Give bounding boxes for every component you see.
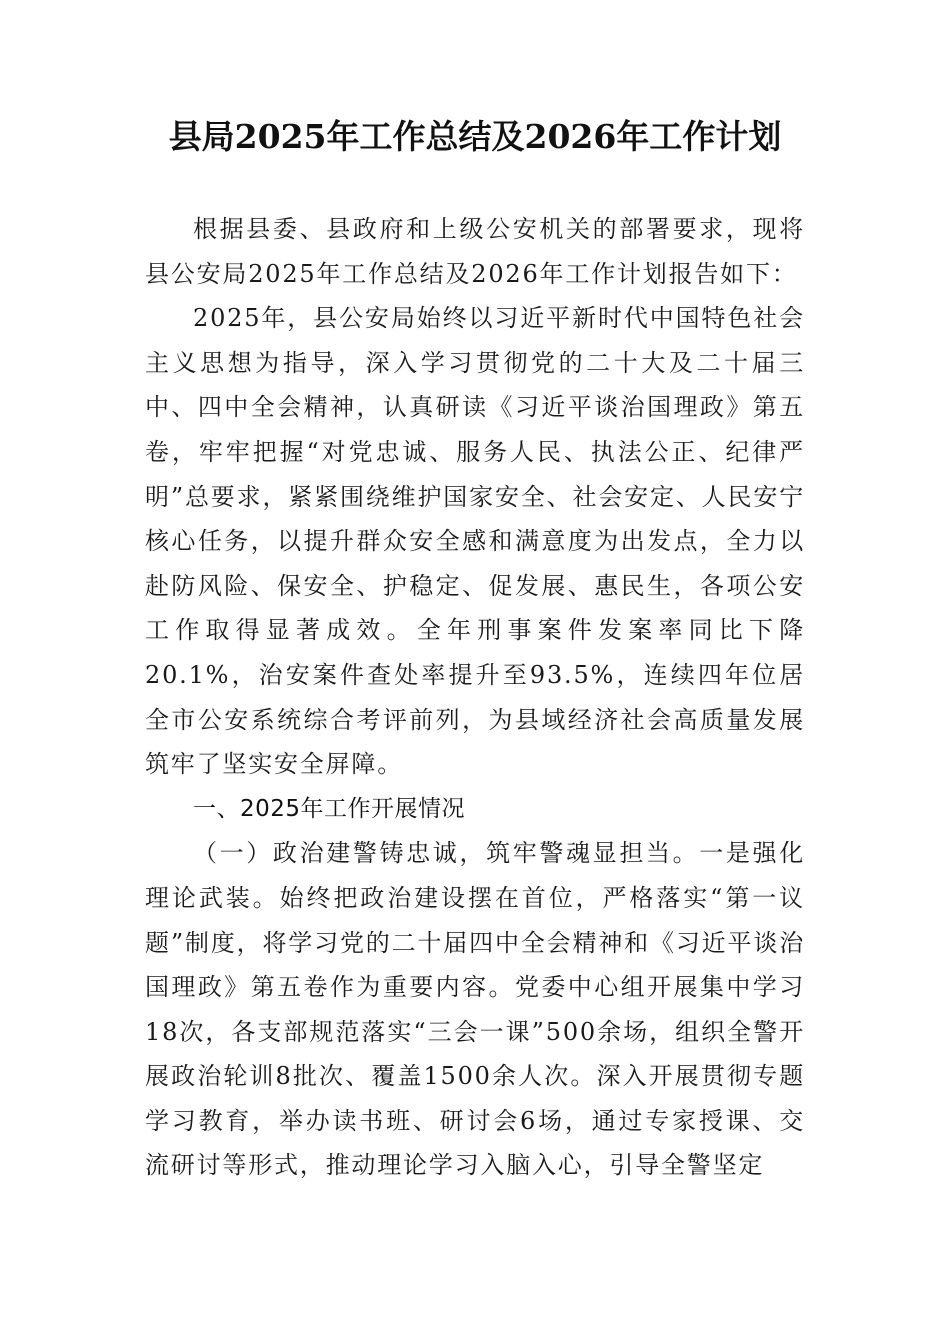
intro-paragraph: 根据县委、县政府和上级公安机关的部署要求，现将县公安局2025年工作总结及2026年工作计划报告如下： [145,215,805,288]
section-heading: 一、2025年工作开展情况 [193,795,466,822]
summary-paragraph: 2025年，县公安局始终以习近平新时代中国特色社会主义思想为指导，深入学习贯彻党的二十大及二十届三中、四中全会精神，认真研读《习近平谈治国理政》第五卷，牢牢把握“对党忠诚、服务人民、执法公正、纪律严明”总要求，紧紧围绕维护国家安全、社会安定、人民安宁核心任务，以提升群众安全感和满意度为出发点，全力以赴防风险、保安全、护稳定、促发展、惠民生，各项公安工作取得显著成效。全年刑事案件发案率同比下降20.1%，治安案件查处率提升至93.5%，连续四年位居全市公安系统综合考评前列，为县域经济社会高质量发展筑牢了坚实安全屏障。 [145,304,805,779]
document-body [145,207,805,1188]
section-paragraph: （一）政治建警铸忠诚，筑牢警魂显担当。一是强化理论武装。始终把政治建设摆在首位，严格落实“第一议题”制度，将学习党的二十届四中全会精神和《习近平谈治国理政》第五卷作为重要内容。党委中心组开展集中学习18次，各支部规范落实“三会一课”500余场，组织全警开展政治轮训8批次、覆盖1500余人次。深入开展贯彻专题学习教育，举办读书班、研讨会6场，通过专家授课、交流研讨等形式，推动理论学习入脑入心，引导全警坚定 [145,839,805,1180]
document-title: 县局2025年工作总结及2026年工作计划 [168,117,782,156]
